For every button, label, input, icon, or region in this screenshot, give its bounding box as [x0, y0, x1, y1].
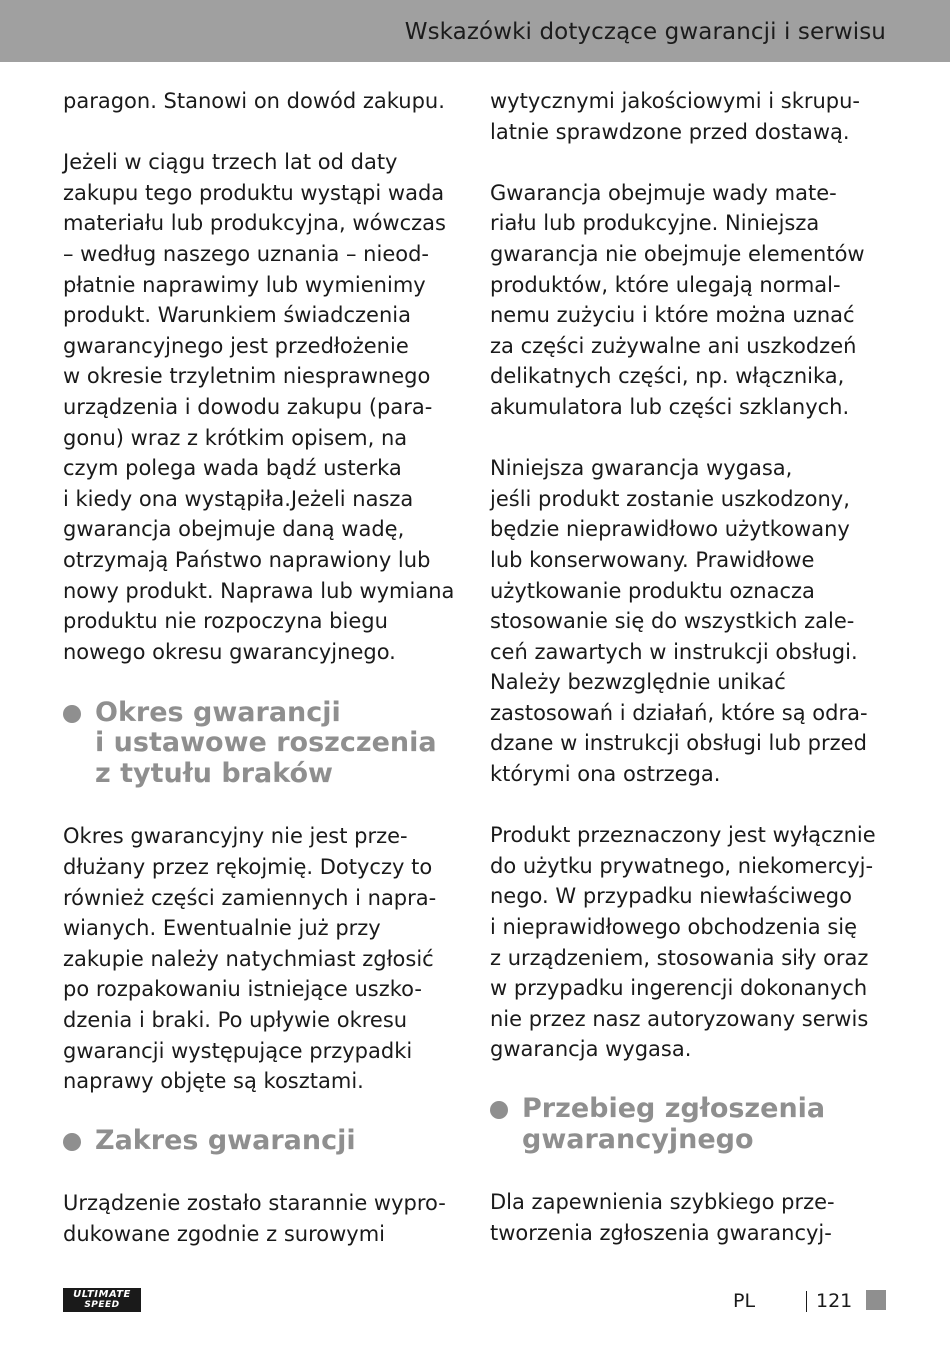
- brand-logo-line1: ULTIMATE: [73, 1289, 131, 1300]
- spacer: [490, 423, 900, 454]
- paragraph-private-use: Produkt przeznaczony jest wyłącznie do użytku prywatnego, niekomercyj- nego. W przypadku niewłaściwego i nieprawidłowego obchodzenia się z urządzeniem, stosowania siły oraz w przypadku ingerencji dokonanych nie przez nasz autoryzowany serwis gwarancja wygasa.: [490, 823, 876, 1062]
- paragraph-claim-process: Dla zapewnienia szybkiego prze- tworzenia zgłoszenia gwarancyj-: [490, 1190, 835, 1245]
- paragraph-warranty-conditions: Jeżeli w ciągu trzech lat od daty zakupu tego produktu wystąpi wada materiału lub produkcyjna, wówczas – według naszego uznania – nieod- płatnie naprawimy lub wymienimy produkt. Warunkiem świadczenia gwarancyjnego jest przedłożenie w okresie trzyletnim niesprawnego urządzenia i dowodu zakupu (para- gonu) wraz z krótkim opisem, na czym polega wada bądź usterka i kiedy ona wystąpiła.Jeżeli nasza gwarancja obejmuje daną wadę, otrzymają Państwo naprawiony lub nowy produkt. Naprawa lub wymiana produktu nie rozpoczyna biegu nowego okresu gwarancyjnego.: [63, 150, 455, 664]
- bullet-icon: [63, 705, 81, 723]
- bullet-icon: [63, 1133, 81, 1151]
- header-bar: [0, 0, 950, 62]
- left-column: [63, 86, 468, 1249]
- paragraph-proof-of-purchase: paragon. Stanowi on dowód zakupu.: [63, 89, 445, 113]
- footer-divider: [806, 1291, 807, 1312]
- right-column: [490, 86, 900, 1248]
- footer-square-marker: [866, 1290, 886, 1310]
- spacer: [490, 1155, 900, 1187]
- section-heading-warranty-period: [63, 698, 468, 790]
- spacer: [63, 1156, 468, 1188]
- paragraph-warranty-period: Okres gwarancyjny nie jest prze- dłużany przez rękojmię. Dotyczy to również części zamiennych i napra- wianych. Ewentualnie już przy zakupie należy natychmiast zgłosić po rozpakowaniu istniejące uszko- dzenia i braki. Po upływie okresu gwarancji występujące przypadki naprawy objęte są kosztami.: [63, 824, 437, 1094]
- section-heading-text: Przebieg zgłoszenia gwarancyjnego: [522, 1093, 826, 1155]
- brand-logo-line2: SPEED: [84, 1300, 120, 1310]
- spacer: [490, 790, 900, 821]
- language-code: PL: [733, 1290, 756, 1312]
- paragraph-warranty-scope: Urządzenie zostało starannie wypro- dukowane zgodnie z surowymi: [63, 1191, 446, 1246]
- section-heading-text: Zakres gwarancji: [95, 1124, 356, 1156]
- paragraph-warranty-expiry: Niniejsza gwarancja wygasa, jeśli produkt zostanie uszkodzony, będzie nieprawidłowo użytkowany lub konserwowany. Prawidłowe użytkowanie produktu oznacza stosowanie się do wszystkich zale- ceń zawartych w instrukcji obsługi. Należy bezwzględnie unikać zastosowań i działań, które są odra- dzane w instrukcji obsługi lub przed którymi ona ostrzega.: [490, 456, 868, 787]
- spacer: [490, 147, 900, 178]
- spacer: [63, 667, 468, 698]
- spacer: [63, 789, 468, 821]
- page-number: 121: [816, 1290, 853, 1312]
- section-heading-claim-process: [490, 1094, 900, 1155]
- spacer: [63, 117, 468, 148]
- section-heading-text: Okres gwarancji i ustawowe roszczenia z tytułu braków: [95, 696, 437, 789]
- paragraph-warranty-coverage: Gwarancja obejmuje wady mate- riału lub produkcyjne. Niniejsza gwarancja nie obejmuje elementów produktów, które ulegają normal- nemu zużyciu i które można uznać za części zużywalne ani uszkodzeń delikatnych części, np. włącznika, akumulatora lub części szklanych.: [490, 180, 865, 419]
- bullet-icon: [490, 1101, 508, 1119]
- paragraph-quality-guidelines: wytycznymi jakościowymi i skrupu- latnie sprawdzone przed dostawą.: [490, 89, 861, 144]
- spacer: [490, 1065, 900, 1094]
- section-heading-warranty-scope: [63, 1126, 468, 1157]
- spacer: [63, 1097, 468, 1126]
- brand-logo: [63, 1288, 141, 1312]
- page-header-title: Wskazówki dotyczące gwarancji i serwisu: [404, 19, 886, 45]
